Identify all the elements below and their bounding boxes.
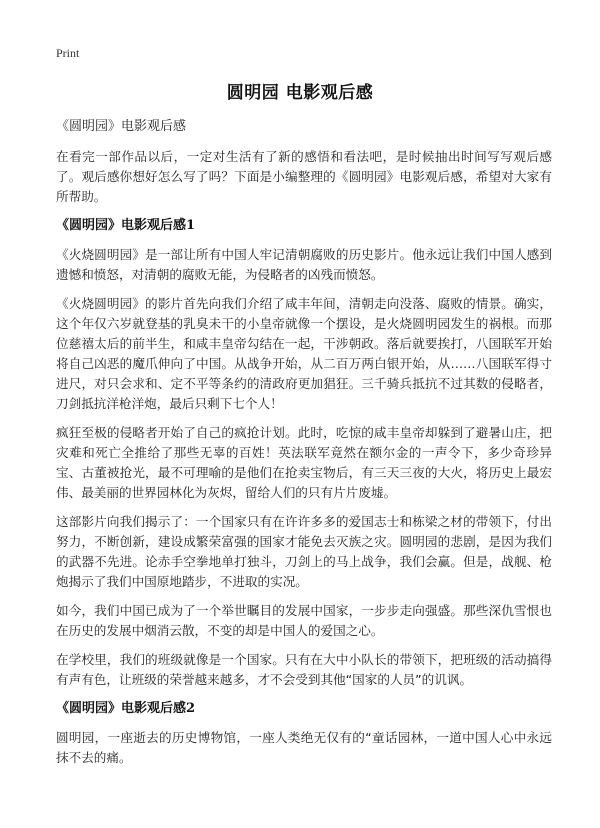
intro-paragraph: 在看完一部作品以后，一定对生活有了新的感悟和看法吧，是时候抽出时间写写观后感了。观后感你想好怎么写了吗？下面是小编整理的《圆明园》电影观后感，希望对大家有所帮助。 bbox=[56, 149, 552, 204]
print-link[interactable]: Print bbox=[56, 46, 80, 60]
section-heading: 《圆明园》电影观后感1 bbox=[56, 218, 196, 233]
article-subtitle: 《圆明园》电影观后感 bbox=[56, 119, 187, 134]
section-2 bbox=[56, 699, 552, 768]
article-body bbox=[56, 117, 552, 777]
paragraph: 疯狂至极的侵略者开始了自己的疯抢计划。此时，吃惊的咸丰皇帝却躲到了避暑山庄，把灾难和死亡全推给了那些无辜的百姓！英法联军竟然在额尔金的一声令下，多少奇珍异宝、古董被抢光，最不可理喻的是他们在抢卖宝物后，有三天三夜的大火，将历史上最宏伟、最美丽的世界园林化为灰烬，留给人们的只有片片废墟。 bbox=[56, 425, 552, 500]
paragraph: 《火烧圆明园》的影片首先向我们介绍了咸丰年间，清朝走向没落、腐败的情景。确实，这个年仅六岁就登基的乳臭未干的小皇帝就像一个摆设，是火烧圆明园发生的祸根。而那位慈禧太后的前半生，和咸丰皇帝勾结在一起，干涉朝政。落后就要挨打，八国联军开始将自己凶恶的魔爪伸向了中国。从战争开始，从二百万两白银开始，从……八国联军得寸进尺，对只会求和、定不平等条约的清政府更加猖狂。三千骑兵抵抗不过其数的侵略者，刀剑抵抗洋枪洋炮，最后只剩下七个人！ bbox=[56, 296, 552, 411]
paragraph: 在学校里，我们的班级就像是一个国家。只有在大中小队长的带领下，把班级的活动搞得有声有色，让班级的荣誉越来越多，才不会受到其他“国家的人员”的讥讽。 bbox=[56, 652, 552, 687]
paragraph: 《火烧圆明园》是一部让所有中国人牢记清朝腐败的历史影片。他永远让我们中国人感到遗憾和愤怒，对清朝的腐败无能，为侵略者的凶残而愤怒。 bbox=[56, 247, 552, 282]
paragraph: 如今，我们中国已成为了一个举世瞩目的发展中国家，一步步走向强盛。那些深仇雪恨也在历史的发展中烟消云散，不变的却是中国人的爱国之心。 bbox=[56, 603, 552, 638]
paragraph: 圆明园，一座逝去的历史博物馆，一座人类绝无仅有的“童话园林，一道中国人心中永远抹不去的痛。 bbox=[56, 730, 552, 765]
paragraph: 这部影片向我们揭示了：一个国家只有在许许多多的爱国志士和栋梁之材的带领下，付出努力，不断创新，建设成繁荣富强的国家才能免去灭族之灾。圆明园的悲剧，是因为我们的武器不先进。论赤手空拳地单打独斗，刀剑上的马上战争，我们会赢。但是，战舰、枪炮揭示了我们中国原地踏步，不进取的实况。 bbox=[56, 514, 552, 589]
section-heading: 《圆明园》电影观后感2 bbox=[56, 701, 196, 716]
section-1 bbox=[56, 216, 552, 690]
page-title: 圆明园 电影观后感 bbox=[226, 83, 374, 103]
